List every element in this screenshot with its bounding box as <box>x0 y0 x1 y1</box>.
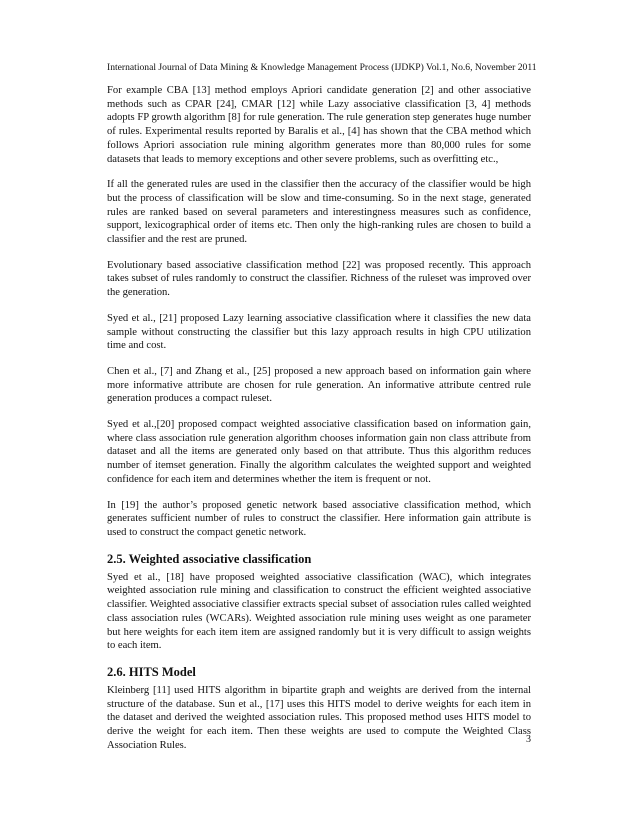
page-number: 3 <box>526 734 531 745</box>
paragraph-lazy-learning: Syed et al., [21] proposed Lazy learning associative classification where it classifies the new data sample without constructing the classifier but this lazy approach results in high CPU utilization time and cost. <box>107 312 531 352</box>
section-heading-hits: 2.6. HITS Model <box>107 664 196 679</box>
paragraph-information-gain: Chen et al., [7] and Zhang et al., [25] proposed a new approach based on information gain where more informative attribute are chosen for rule generation. An informative attribute centred rule generation produces a compact ruleset. <box>107 365 531 405</box>
running-header: International Journal of Data Mining & Knowledge Management Process (IJDKP) Vol.1, No.6, November 2011 <box>107 62 537 73</box>
paragraph-evolutionary: Evolutionary based associative classification method [22] was proposed recently. This approach takes subset of rules randomly to construct the classifier. Richness of the ruleset was improved over the generation. <box>107 259 531 299</box>
paragraph-wac: Syed et al., [18] have proposed weighted associative classification (WAC), which integrates weighted association rule mining and classification to construct the efficient weighted associative classifier. Weighted associative classifier extracts special subset of association rules called weighted class association rules (WCARs). Weighted association rule mining uses weight as one parameter but here weights for each item item are assigned randomly but it is very difficult to assign weights to each item. <box>107 571 531 652</box>
paragraph-hits: Kleinberg [11] used HITS algorithm in bipartite graph and weights are derived from the internal structure of the database. Sun et al., [17] uses this HITS model to derive weights for each item in the dataset and derived the weighted association rules. This proposed method uses HITS model to derive the weight for each item. Then these weights are used to compute the Weighted Class Association Rules. <box>107 684 531 751</box>
paragraph-genetic-network: In [19] the author’s proposed genetic network based associative classification method, which generates sufficient number of rules to construct the classifier. Here information gain attribute is used to construct the compact genetic network. <box>107 499 531 538</box>
paragraph-compact-weighted: Syed et al.,[20] proposed compact weighted associative classification based on information gain, where class association rule generation algorithm chooses information gain non class attribute from dataset and all the items are generated only based on that attribute. Thus this algorithm reduces number of itemset generation. Finally the algorithm calculates the weighted support and weighted confidence for each item and determines whether the item is frequent or not. <box>107 419 531 485</box>
paragraph-cba: For example CBA [13] method employs Apriori candidate generation [2] and other associative methods such as CPAR [24], CMAR [12] while Lazy associative classification [3, 4] methods adopts FP growth algorithm [8] for rule generation. The rule generation step generates huge number of rules. Experimental results reported by Baralis et al., [4] has shown that the CBA method which follows Apriori association rule mining algorithm generates more than 80,000 rules for some datasets that leads to memory exceptions and other severe problems, such as overfitting etc., <box>107 85 531 165</box>
section-heading-wac: 2.5. Weighted associative classification <box>107 551 312 566</box>
paragraph-rule-ranking: If all the generated rules are used in the classifier then the accuracy of the classifier would be high but the process of classification will be slow and time-consuming. So in the next stage, generated rules are ranked based on several parameters and interestingness measures such as confidence, support, lexicographical order of items etc. Then only the high-ranking rules are chosen to build a classifier and the rest are pruned. <box>107 179 531 246</box>
page-body <box>107 84 531 764</box>
